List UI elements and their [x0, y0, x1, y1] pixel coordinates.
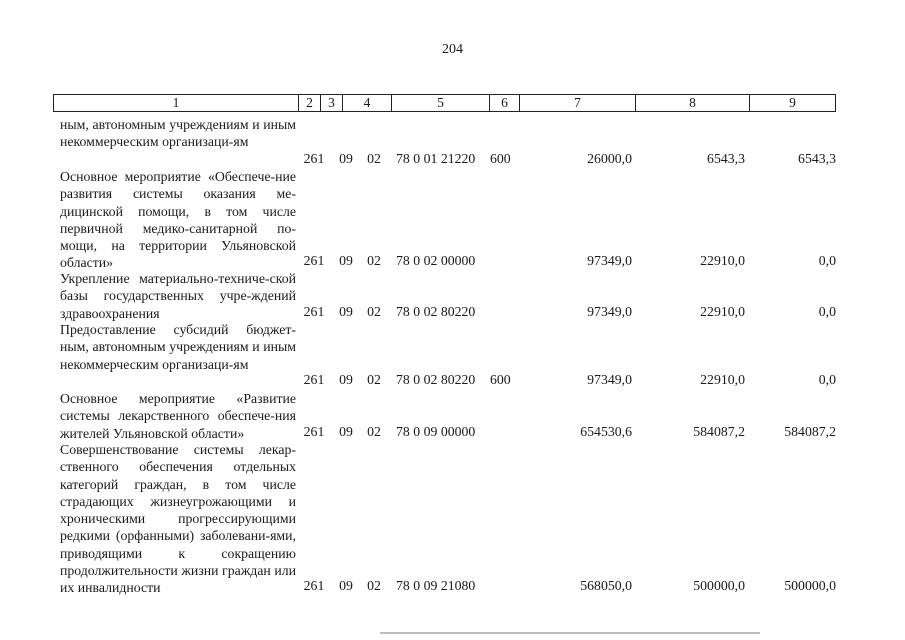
- cell-subsection: 02: [367, 304, 381, 319]
- cell-section: 09: [339, 372, 353, 387]
- cell-value-9: 0,0: [818, 253, 836, 268]
- cell-value-9: 0,0: [818, 304, 836, 319]
- cell-value-8: 500000,0: [693, 578, 745, 593]
- header-col-5: 5: [392, 95, 490, 111]
- cell-section: 09: [339, 304, 353, 319]
- row-description: Укрепление материально-техниче-ской базы государственных учре-ждений здравоохранения: [60, 271, 296, 321]
- row-description: Предоставление субсидий бюджет-ным, автономным учреждениям и иным некоммерческим организаци-ям: [60, 322, 296, 372]
- cell-value-7: 97349,0: [587, 372, 632, 387]
- cell-section: 09: [339, 253, 353, 268]
- cell-value-7: 654530,6: [580, 424, 632, 439]
- cell-value-7: 568050,0: [580, 578, 632, 593]
- cell-target: 78 0 09 00000: [396, 424, 476, 439]
- header-col-1: 1: [54, 95, 299, 111]
- cell-value-8: 6543,3: [707, 151, 745, 166]
- cell-type: 600: [490, 372, 511, 387]
- header-col-3: 3: [321, 95, 343, 111]
- row-description: ным, автономным учреждениям и иным некоммерческим организаци-ям: [60, 117, 296, 150]
- cell-value-8: 22910,0: [700, 253, 745, 268]
- cell-subsection: 02: [367, 372, 381, 387]
- row-description: Совершенствование системы лекар-ственного обеспечения отдельных категорий граждан, в том числе страдающих жизнеугрожающими и хроническими прогрессирующими редкими (орфанными) заболевани-ями, приводящими к сокращению продолжительности жизни граждан или их инвалидности: [60, 442, 296, 596]
- cell-value-8: 584087,2: [693, 424, 745, 439]
- cell-code: 261: [303, 304, 325, 319]
- cell-subsection: 02: [367, 578, 381, 593]
- header-col-9: 9: [789, 95, 796, 110]
- cell-value-7: 97349,0: [587, 253, 632, 268]
- header-col-6: 6: [490, 95, 520, 111]
- cell-target: 78 0 09 21080: [396, 578, 476, 593]
- cell-target: 78 0 02 00000: [396, 253, 476, 268]
- cell-code: 261: [303, 578, 325, 593]
- header-col-8: 8: [636, 95, 750, 111]
- cell-value-9: 0,0: [818, 372, 836, 387]
- row-description: Основное мероприятие «Обеспече-ние развития системы оказания ме-дицинской помощи, в том числе первичной медико-санитарной по-мощи, на территории Ульяновской области»: [60, 169, 296, 271]
- cell-target: 78 0 01 21220: [396, 151, 476, 166]
- cell-target: 78 0 02 80220: [396, 372, 476, 387]
- cell-target: 78 0 02 80220: [396, 304, 476, 319]
- cell-section: 09: [339, 151, 353, 166]
- cell-type: 600: [490, 151, 511, 166]
- cell-code: 261: [303, 372, 325, 387]
- cell-section: 09: [339, 578, 353, 593]
- cell-value-9: 584087,2: [784, 424, 836, 439]
- cell-code: 261: [303, 253, 325, 268]
- cell-code: 261: [303, 151, 325, 166]
- header-col-7: 7: [520, 95, 636, 111]
- page-number: 204: [442, 42, 463, 57]
- cell-value-9: 6543,3: [798, 151, 836, 166]
- cell-subsection: 02: [367, 424, 381, 439]
- header-col-2: 2: [299, 95, 321, 111]
- cell-subsection: 02: [367, 151, 381, 166]
- cell-value-7: 26000,0: [587, 151, 632, 166]
- header-col-4: 4: [343, 95, 392, 111]
- scan-artifact-line: [380, 632, 760, 634]
- cell-value-8: 22910,0: [700, 372, 745, 387]
- cell-subsection: 02: [367, 253, 381, 268]
- cell-section: 09: [339, 424, 353, 439]
- row-description: Основное мероприятие «Развитие системы лекарственного обеспече-ния жителей Ульяновской области»: [60, 391, 296, 441]
- cell-code: 261: [303, 424, 325, 439]
- table-header: [53, 94, 836, 112]
- cell-value-7: 97349,0: [587, 304, 632, 319]
- cell-value-9: 500000,0: [784, 578, 836, 593]
- cell-value-8: 22910,0: [700, 304, 745, 319]
